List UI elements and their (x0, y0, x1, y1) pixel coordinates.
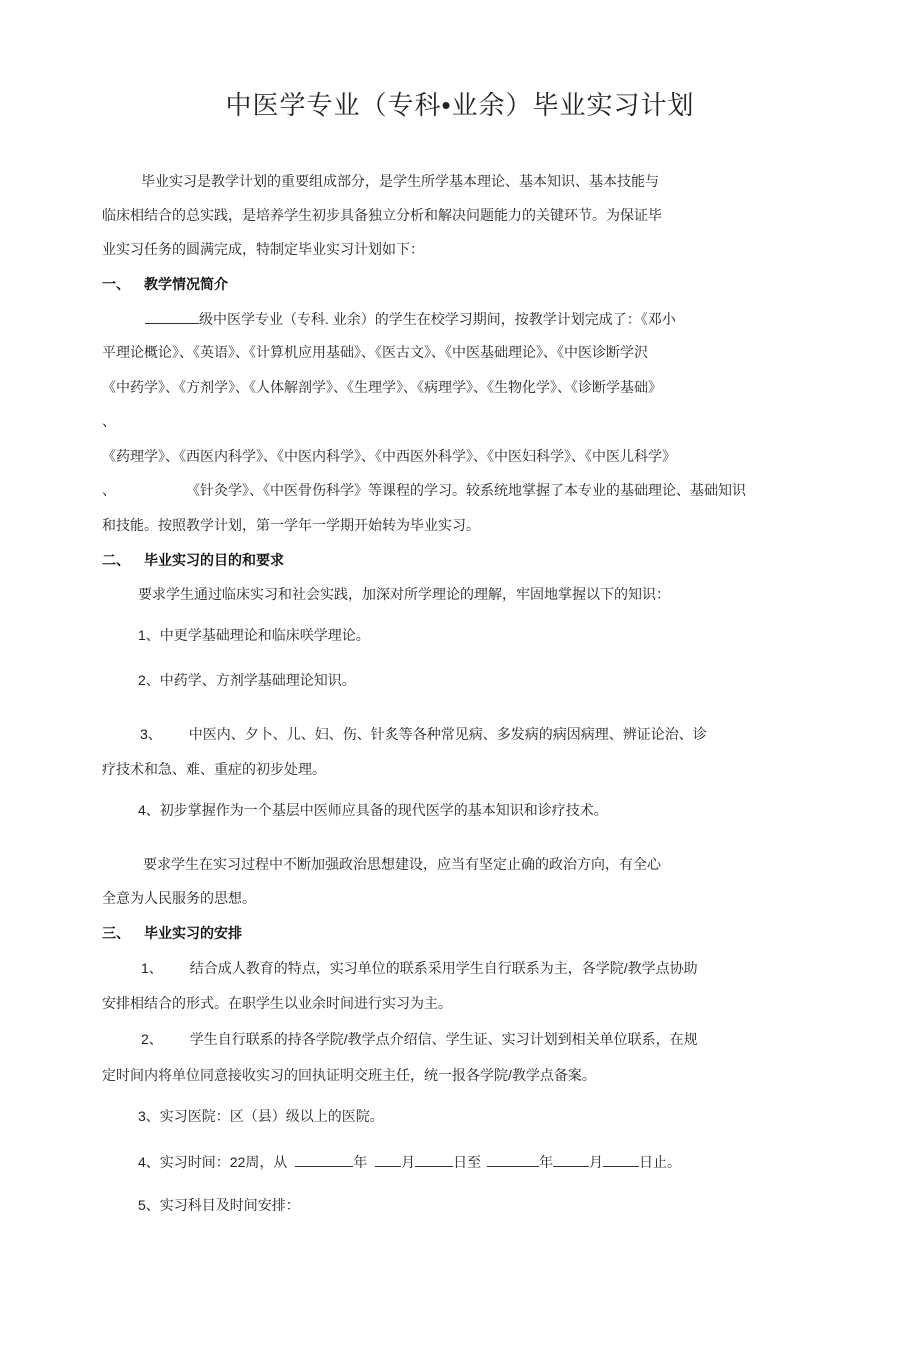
date-label: 月 (401, 1154, 416, 1170)
item-text: 初步掌握作为一个基层中医师应具备的现代医学的基本知识和诊疗技术。 (159, 802, 608, 818)
heading-number: 二、 (102, 552, 130, 568)
intro-line: 业实习任务的圆满完成，特制定毕业实习计划如下： (102, 241, 424, 257)
section-heading (102, 924, 242, 942)
item-continuation: 安排相结合的形式。在职学生以业余时间进行实习为主。 (102, 995, 452, 1011)
item-number: 2、 (138, 672, 160, 688)
paragraph-line (145, 309, 676, 328)
date-label: 日止。 (639, 1154, 682, 1170)
list-item (138, 801, 608, 819)
list-item (138, 1196, 300, 1214)
item-number: 5、 (138, 1197, 160, 1213)
list-item (138, 671, 356, 689)
paragraph-line: 《针灸学》、《中医骨伤科学》等课程的学习。较系统地掌握了本专业的基础理论、基础知识 (186, 482, 746, 498)
heading-text: 毕业实习的目的和要求 (144, 552, 284, 568)
item-number: 4、 (138, 1154, 160, 1170)
year-blank (295, 1152, 353, 1167)
item-continuation: 疗技术和急、难、重症的初步处理。 (102, 761, 326, 777)
section-heading (102, 551, 284, 569)
intro-line: 临床相结合的总实践，是培养学生初步具备独立分析和解决问题能力的关键环节。为保证毕 (102, 207, 662, 223)
date-label: 年 (353, 1154, 368, 1170)
section-heading (102, 275, 228, 293)
item-text: 中医内、夕卜、儿、妇、伤、针炙等各种常见病、多发病的病因病理、辨证论治、诊 (188, 726, 707, 742)
list-item (140, 725, 707, 743)
item-number: 1、 (138, 627, 160, 643)
date-label: 年 (539, 1154, 554, 1170)
day-blank (603, 1152, 639, 1167)
paragraph-line: 《药理学》、《西医内科学》、《中医内科学》、《中西医外科学》、《中医妇科学》、《中医儿科学》 (102, 448, 676, 464)
item-number: 3、 (138, 1108, 160, 1124)
paragraph-line: 、 (102, 482, 116, 498)
document-title: 中医学专业（专科•业余）毕业实习计划 (225, 90, 695, 120)
item-text: 中更学基础理论和临床咲学理论。 (159, 627, 370, 643)
month-blank (553, 1152, 589, 1167)
item-text: 实习科目及时间安排： (159, 1197, 300, 1213)
list-item (141, 959, 698, 977)
item-number: 1、 (141, 960, 163, 976)
fill-blank (145, 309, 199, 324)
heading-text: 毕业实习的安排 (144, 925, 242, 941)
intro-line: 毕业实习是教学计划的重要组成部分，是学生所学基本理论、基本知识、基本技能与 (141, 173, 659, 189)
month-blank (375, 1152, 401, 1167)
item-text: 中药学、方剂学基础理论知识。 (159, 672, 356, 688)
date-label: 月 (589, 1154, 604, 1170)
heading-text: 教学情况简介 (144, 276, 228, 292)
item-text: 学生自行联系的持各学院/教学点介绍信、学生证、实习计划到相关单位联系，在规 (189, 1031, 698, 1047)
paragraph-line: 要求学生通过临床实习和社会实践，加深对所学理论的理解，牢固地掌握以下的知识： (138, 586, 670, 602)
heading-number: 三、 (102, 925, 130, 941)
list-item (141, 1030, 698, 1048)
list-item (138, 1152, 681, 1171)
item-number: 3、 (140, 726, 162, 742)
list-item (138, 626, 370, 644)
item-text: 实习医院：区（县）级以上的医院。 (159, 1108, 384, 1124)
list-item (138, 1107, 384, 1125)
day-blank (415, 1152, 453, 1167)
date-label: 日至 (453, 1154, 482, 1170)
paragraph-line: 、 (102, 413, 116, 429)
paragraph-line: 和技能。按照教学计划，第一学年一学期开始转为毕业实习。 (102, 517, 480, 533)
paragraph-line: 全意为人民服务的思想。 (102, 890, 256, 906)
paragraph-line: 要求学生在实习过程中不断加强政治思想建设，应当有坚定止确的政治方向，有全心 (143, 856, 661, 872)
paragraph-line: 平理论概论》、《英语》、《计算机应用基础》、《医古文》、《中医基础理论》、《中医诊断学沢 (102, 344, 648, 360)
item-number: 4、 (138, 802, 160, 818)
year-blank (487, 1152, 539, 1167)
paragraph-line: 《中药学》、《方剂学》、《人体解剖学》、《生理学》、《病理学》、《生物化学》、《诊断学基础》 (102, 379, 662, 395)
item-text: 结合成人教育的特点，实习单位的联系采用学生自行联系为主，各学院/教学点协助 (189, 960, 698, 976)
item-number: 2、 (141, 1031, 163, 1047)
item-continuation: 定时间内将单位同意接收实习的回执证明交班主任，统一报各学院/教学点备案。 (102, 1067, 596, 1083)
item-text: 实习时间：22周，从 (159, 1154, 288, 1170)
line-text: 级中医学专业（专科. 业余）的学生在校学习期间，按教学计划完成了：《邓小 (199, 311, 676, 327)
heading-number: 一、 (102, 276, 130, 292)
